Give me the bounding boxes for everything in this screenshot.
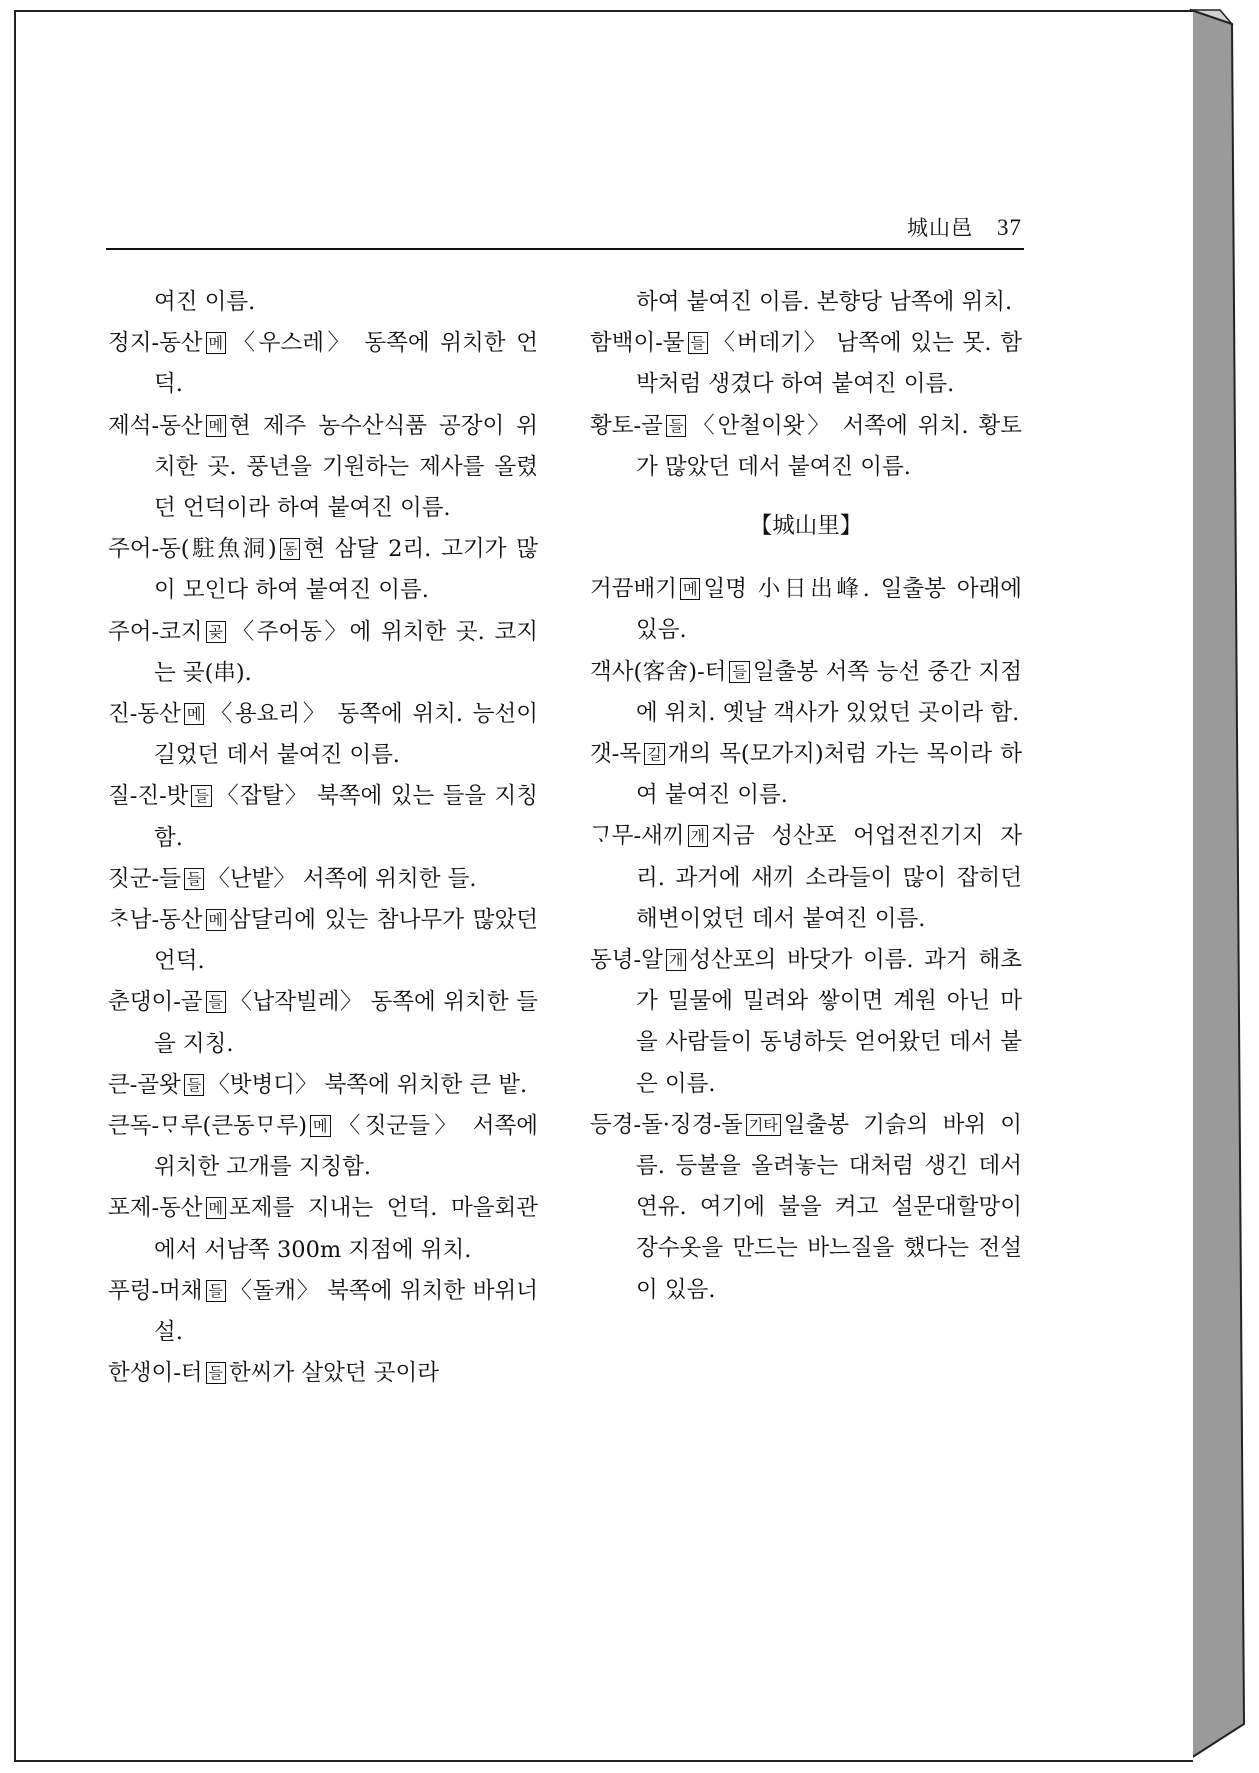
category-tag: 들 — [666, 415, 687, 437]
category-tag: 메 — [680, 578, 701, 600]
entry-body: 개의 목(모가지)처럼 가는 목이라 하여 붙여진 이름. — [636, 741, 1022, 809]
dictionary-entry — [108, 982, 538, 1064]
entry-body: 〈안철이왓〉 서쪽에 위치. 황토가 많았던 데서 붙여진 이름. — [636, 412, 1022, 480]
entry-body: 〈잡탈〉 북쪽에 있는 들을 지칭함. — [154, 783, 538, 851]
entry-headword: 객사(客舍)-터 — [590, 658, 727, 685]
entry-body: 〈주어동〉에 위치한 곳. 코지는 곶(串). — [154, 618, 538, 686]
entry-body: 〈난밭〉 서쪽에 위치한 들. — [207, 865, 477, 892]
entry-headword: 주어-코지 — [108, 618, 203, 645]
entry-continuation: 하여 붙여진 이름. 본향당 남쪽에 위치. — [636, 289, 1013, 315]
dictionary-entry — [108, 529, 538, 611]
dictionary-entry — [108, 694, 538, 776]
category-tag: 들 — [729, 661, 750, 683]
dictionary-entry — [590, 323, 1022, 405]
dictionary-entry — [108, 612, 538, 694]
entry-body: 삼달리에 있는 참나무가 많았던 언덕. — [154, 907, 538, 975]
category-tag: 메 — [184, 703, 205, 725]
entry-headword: ᄎᆞ남-동산 — [108, 907, 203, 934]
entry-continuation: 여진 이름. — [154, 289, 256, 315]
category-tag: 메 — [310, 1115, 331, 1137]
entry-headword: 진-동산 — [108, 701, 181, 728]
dictionary-entry — [108, 1188, 538, 1270]
entry-body: 한씨가 살았던 곳이라 — [229, 1360, 439, 1387]
entry-body: 포제를 지내는 언덕. 마을회관에서 서남쪽 300m 지점에 위치. — [154, 1195, 538, 1263]
entry-headword: 질-진-밧 — [108, 783, 189, 810]
entry-headword: 큰독-ᄆᆞ루(큰동ᄆᆞ루) — [108, 1113, 308, 1140]
entry-headword: 푸렁-머채 — [108, 1277, 203, 1304]
entry-body: 〈납작빌레〉 동쪽에 위치한 들을 지칭. — [154, 989, 538, 1057]
dictionary-entry — [108, 1065, 538, 1106]
category-tag: 기타 — [746, 1114, 781, 1136]
dictionary-entry — [590, 940, 1022, 1105]
category-tag: 들 — [206, 1362, 227, 1384]
dictionary-entry — [590, 1105, 1022, 1311]
entry-headword: 주어-동(駐魚洞) — [108, 536, 277, 563]
entry-body: 성산포의 바닷가 이름. 과거 해초가 밀물에 밀려와 쌓이면 계원 아닌 마을 사람들이 동녕하듯 얻어왔던 데서 붙은 이름. — [636, 947, 1022, 1097]
entry-body: 일명 小日出峰. 일출봉 아래에 있음. — [636, 576, 1022, 644]
entry-headword: 갯-목 — [590, 741, 642, 768]
left-column — [108, 282, 538, 1394]
entry-headword: 큰-골왓 — [108, 1071, 181, 1098]
entry-headword: 제석-동산 — [108, 412, 203, 439]
category-tag: 개 — [688, 825, 709, 847]
entry-headword: 포제-동산 — [108, 1195, 203, 1222]
category-tag: 개 — [666, 949, 687, 971]
dictionary-entry — [590, 569, 1022, 651]
entry-body: 지금 성산포 어업전진기지 자리. 과거에 새끼 소라들이 많이 잡히던 해변이었던 데서 붙여진 이름. — [636, 823, 1022, 932]
section-title: 【城山里】 — [749, 513, 863, 540]
dictionary-entry — [108, 1353, 538, 1394]
header-text — [907, 212, 1022, 242]
dictionary-entry — [108, 1106, 538, 1188]
dictionary-entry — [108, 406, 538, 530]
dictionary-entry — [590, 816, 1022, 940]
entry-headword: 거끔배기 — [590, 576, 677, 603]
category-tag: 메 — [206, 415, 227, 437]
dictionary-entry — [590, 652, 1022, 734]
entry-headword: 함백이-물 — [590, 330, 685, 357]
dictionary-entry — [108, 859, 538, 900]
entry-body: 〈우스레〉 동쪽에 위치한 언덕. — [154, 330, 538, 398]
entry-headword: 정지-동산 — [108, 330, 203, 357]
header-title: 城山邑 — [907, 216, 973, 240]
entry-body: 〈짓군들〉 서쪽에 위치한 고개를 지칭함. — [154, 1113, 538, 1181]
dictionary-entry — [108, 1271, 538, 1353]
dictionary-entry — [108, 776, 538, 858]
right-column — [590, 282, 1022, 1311]
category-tag: 길 — [644, 743, 665, 765]
category-tag: 들 — [191, 785, 212, 807]
entry-body: 〈용요리〉 동쪽에 위치. 능선이 길었던 데서 붙여진 이름. — [154, 701, 538, 769]
entry-headword: 짓군-들 — [108, 865, 181, 892]
entry-headword: 등경-돌·징경-돌 — [590, 1111, 743, 1138]
category-tag: 메 — [206, 1197, 227, 1219]
category-tag: 곶 — [206, 621, 227, 643]
entry-body: 일출봉 서쪽 능선 중간 지점에 위치. 옛날 객사가 있었던 곳이라 함. — [636, 658, 1022, 726]
dictionary-entry — [590, 406, 1022, 488]
category-tag: 들 — [184, 1074, 205, 1096]
entry-body: 〈밧병디〉 북쪽에 위치한 큰 밭. — [207, 1071, 528, 1098]
dictionary-entry — [590, 734, 1022, 816]
running-header — [106, 210, 1024, 250]
entry-headword: 한생이-터 — [108, 1360, 203, 1387]
dictionary-entry — [108, 900, 538, 982]
dictionary-entry — [108, 323, 538, 405]
entry-headword: 황토-골 — [590, 412, 663, 439]
entry-headword: 동녕-알 — [590, 947, 663, 974]
entry-body: 〈버데기〉 남쪽에 있는 못. 함박처럼 생겼다 하여 붙여진 이름. — [636, 330, 1022, 398]
entry-body: 현 제주 농수산식품 공장이 위치한 곳. 풍년을 기원하는 제사를 올렸던 언덕이라 하여 붙여진 이름. — [154, 412, 538, 522]
category-tag: 동 — [280, 538, 301, 560]
entry-headword: 춘댕이-골 — [108, 989, 203, 1016]
category-tag: 들 — [184, 868, 205, 890]
category-tag: 메 — [206, 332, 227, 354]
category-tag: 들 — [688, 332, 709, 354]
page-edge-side — [1191, 10, 1244, 1758]
category-tag: 메 — [206, 909, 227, 931]
category-tag: 들 — [206, 991, 227, 1013]
page-number: 37 — [997, 215, 1022, 240]
category-tag: 들 — [206, 1280, 227, 1302]
entry-body: 일출봉 기슭의 바위 이름. 등불을 올려놓는 대처럼 생긴 데서 연유. 여기에 불을 켜고 설문대할망이 장수옷을 만드는 바느질을 했다는 전설이 있음. — [636, 1111, 1022, 1303]
entry-body: 〈돌캐〉 북쪽에 위치한 바위너설. — [154, 1277, 538, 1346]
entry-headword: ᄀᆞ무-새끼 — [590, 823, 685, 850]
entry-body: 현 삼달 2리. 고기가 많이 모인다 하여 붙여진 이름. — [154, 536, 538, 604]
